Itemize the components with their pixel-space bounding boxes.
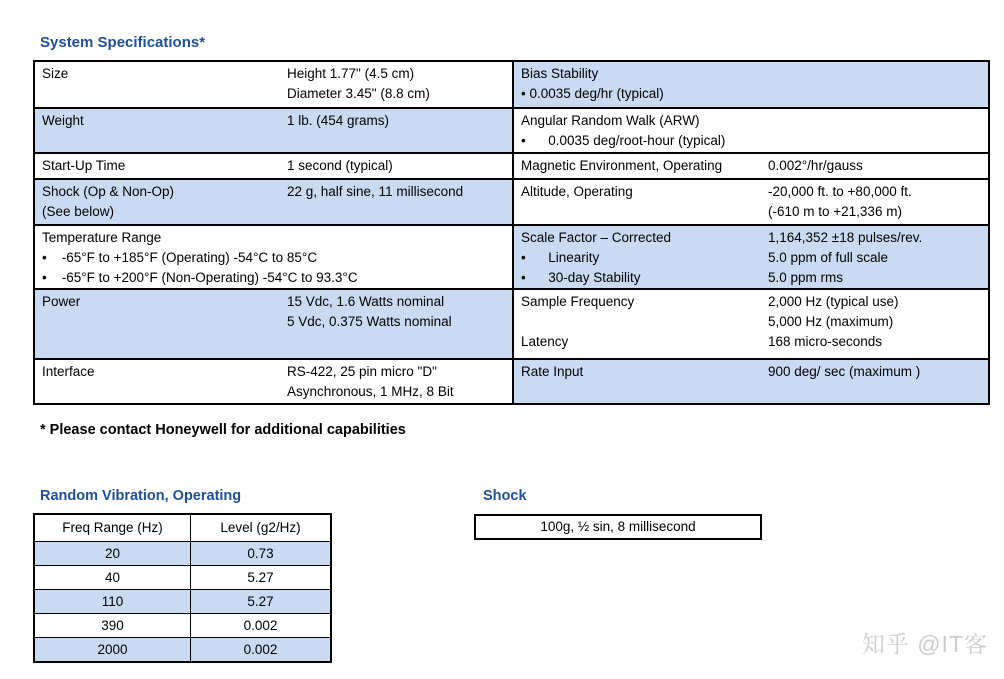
spec-label: Scale Factor – Corrected bbox=[521, 230, 672, 245]
spec-value-cell bbox=[766, 154, 988, 178]
spec-value-cell bbox=[766, 290, 988, 358]
spec-label: Weight bbox=[42, 113, 84, 128]
spec-label: Temperature Range bbox=[42, 230, 162, 245]
spec-label: Magnetic Environment, Operating bbox=[521, 158, 723, 173]
spec-label: Start-Up Time bbox=[42, 158, 126, 173]
spec-label-cell bbox=[35, 62, 285, 107]
spec-row-weight bbox=[35, 109, 988, 154]
spec-value-line: 5.0 ppm rms bbox=[768, 270, 844, 285]
column-header-freq-range: Freq Range (Hz) bbox=[35, 515, 191, 541]
spec-label-cell bbox=[512, 180, 766, 224]
spec-row-shock bbox=[35, 180, 988, 226]
spec-row-startup bbox=[35, 154, 988, 180]
spec-bullet-line: • 30-day Stability bbox=[521, 270, 641, 285]
spec-value-line: 1 second (typical) bbox=[287, 158, 393, 173]
column-header-level: Level (g2/Hz) bbox=[220, 520, 301, 535]
spec-row-temperature bbox=[35, 226, 988, 290]
spec-label: Sample Frequency bbox=[521, 294, 635, 309]
spec-label-cell bbox=[512, 360, 766, 403]
page-title: System Specifications* bbox=[40, 34, 206, 51]
spec-value-cell bbox=[285, 360, 512, 403]
footnote: * Please contact Honeywell for additional capabilities bbox=[40, 422, 406, 438]
spec-label-cell bbox=[35, 154, 285, 178]
spec-value-line: 1,164,352 ±18 pulses/rev. bbox=[768, 230, 923, 245]
spec-value-line: 15 Vdc, 1.6 Watts nominal bbox=[287, 294, 445, 309]
spec-label-cell bbox=[35, 290, 285, 358]
spec-label: Shock (Op & Non-Op) bbox=[42, 184, 175, 199]
spec-row-interface bbox=[35, 360, 988, 403]
freq-cell: 20 bbox=[35, 542, 191, 565]
level-cell: 0.002 bbox=[191, 638, 330, 661]
spec-label-cell bbox=[512, 109, 988, 152]
spec-value-line: Diameter 3.45" (8.8 cm) bbox=[287, 86, 430, 101]
shock-title: Shock bbox=[483, 488, 527, 504]
spec-label-cell bbox=[512, 154, 766, 178]
spec-label-cell bbox=[512, 226, 766, 288]
watermark: 知乎 @IT客 bbox=[861, 631, 988, 657]
spec-label-cell bbox=[35, 109, 285, 152]
spec-bullet-line: • 0.0035 deg/root-hour (typical) bbox=[521, 133, 726, 148]
table-row bbox=[35, 637, 330, 661]
spec-bullet-line: • 0.0035 deg/hr (typical) bbox=[521, 86, 664, 101]
spec-bullet-line: • -65°F to +200°F (Non-Operating) -54°C to 93.3°C bbox=[42, 270, 358, 285]
spec-bullet-line: • -65°F to +185°F (Operating) -54°C to 85°C bbox=[42, 250, 318, 265]
level-cell: 5.27 bbox=[247, 570, 274, 585]
level-cell: 0.73 bbox=[191, 542, 330, 565]
table-row bbox=[35, 589, 330, 613]
level-cell: 5.27 bbox=[191, 590, 330, 613]
spec-label-cell bbox=[35, 226, 512, 288]
freq-cell: 2000 bbox=[35, 638, 191, 661]
spec-row-power bbox=[35, 290, 988, 360]
spec-label-cell bbox=[35, 180, 285, 224]
spec-value-cell bbox=[285, 290, 512, 358]
spec-value-line: 0.002°/hr/gauss bbox=[768, 158, 863, 173]
spec-value-cell bbox=[285, 62, 512, 107]
spec-row-size bbox=[35, 62, 988, 109]
spec-value-cell bbox=[285, 109, 512, 152]
spec-label-cell bbox=[512, 62, 988, 107]
spec-bullet-line: • Linearity bbox=[521, 250, 600, 265]
spec-label: Size bbox=[42, 66, 69, 81]
vibration-header-row bbox=[35, 515, 330, 541]
spec-value-line: RS-422, 25 pin micro "D" bbox=[287, 364, 437, 379]
shock-value: 100g, ½ sin, 8 millisecond bbox=[540, 519, 696, 534]
spec-value-line: 168 micro-seconds bbox=[768, 334, 883, 349]
spec-value-line: 5 Vdc, 0.375 Watts nominal bbox=[287, 314, 452, 329]
spec-label: Rate Input bbox=[521, 364, 584, 379]
spec-label-cell bbox=[35, 360, 285, 403]
spec-value-cell bbox=[285, 154, 512, 178]
table-row bbox=[35, 565, 330, 589]
spec-value-cell bbox=[285, 180, 512, 224]
table-row bbox=[35, 613, 330, 637]
spec-value-cell bbox=[766, 226, 988, 288]
spec-value-line: 22 g, half sine, 11 millisecond bbox=[287, 184, 464, 199]
spec-value-cell bbox=[766, 360, 988, 403]
spec-label: (See below) bbox=[42, 204, 115, 219]
spec-value-line: -20,000 ft. to +80,000 ft. bbox=[768, 184, 912, 199]
spec-label: Power bbox=[42, 294, 81, 309]
spec-value-line: 5,000 Hz (maximum) bbox=[768, 314, 894, 329]
spec-value-line: Asynchronous, 1 MHz, 8 Bit bbox=[287, 384, 454, 399]
spec-label: Bias Stability bbox=[521, 66, 599, 81]
shock-table bbox=[474, 514, 762, 540]
spec-value-line: 2,000 Hz (typical use) bbox=[768, 294, 899, 309]
spec-label: Angular Random Walk (ARW) bbox=[521, 113, 700, 128]
freq-cell: 390 bbox=[35, 614, 191, 637]
spec-label: Altitude, Operating bbox=[521, 184, 633, 199]
spec-label-cell bbox=[512, 290, 766, 358]
table-row bbox=[35, 541, 330, 565]
spec-value-line: (-610 m to +21,336 m) bbox=[768, 204, 902, 219]
system-specifications-table bbox=[33, 60, 990, 405]
freq-cell: 110 bbox=[35, 590, 191, 613]
spec-label: Latency bbox=[521, 334, 569, 349]
spec-label: Interface bbox=[42, 364, 95, 379]
level-cell: 0.002 bbox=[243, 618, 278, 633]
freq-cell: 40 bbox=[35, 566, 191, 589]
spec-value-line: 900 deg/ sec (maximum ) bbox=[768, 364, 921, 379]
spec-value-line: Height 1.77" (4.5 cm) bbox=[287, 66, 415, 81]
random-vibration-title: Random Vibration, Operating bbox=[40, 488, 242, 504]
spec-value-line: 1 lb. (454 grams) bbox=[287, 113, 390, 128]
spec-value-cell bbox=[766, 180, 988, 224]
random-vibration-table bbox=[33, 513, 332, 663]
spec-value-line: 5.0 ppm of full scale bbox=[768, 250, 889, 265]
